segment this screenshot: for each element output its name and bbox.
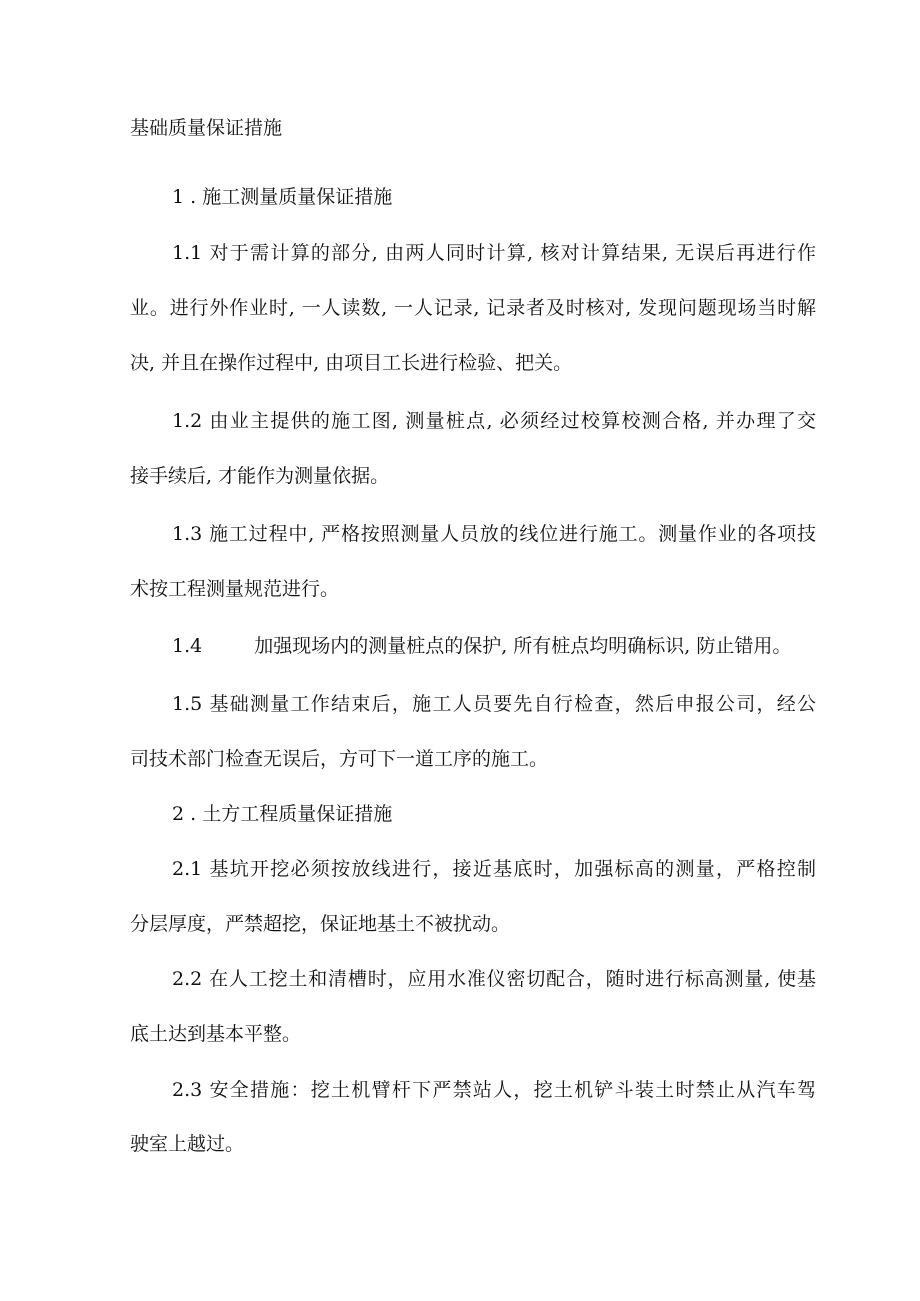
paragraph-1-3-line-1: 1.3 施工过程中, 严格按照测量人员放的线位进行施工。测量作业的各项技 <box>172 523 816 545</box>
paragraph-2-1-line-2: 分层厚度，严禁超挖，保证地基土不被扰动。 <box>130 913 511 935</box>
paragraph-2-2-line-2: 底土达到基本平整。 <box>130 1023 302 1045</box>
paragraph-1-1-line-1: 1.1 对于需计算的部分, 由两人同时计算, 核对计算结果, 无误后再进行作 <box>172 242 816 264</box>
paragraph-2-3-line-2: 驶室上越过。 <box>130 1133 245 1155</box>
paragraph-1-4-number: 1.4 <box>172 635 203 657</box>
paragraph-1-4-text: 加强现场内的测量桩点的保护, 所有桩点均明确标识, 防止错用。 <box>254 635 792 657</box>
paragraph-2-3-line-1: 2.3 安全措施：挖土机臂杆下严禁站人，挖土机铲斗装土时禁止从汽车驾 <box>172 1079 816 1101</box>
document-title: 基础质量保证措施 <box>130 117 283 139</box>
paragraph-1-1-line-3: 决, 并且在操作过程中, 由项目工长进行检验、把关。 <box>130 352 573 374</box>
paragraph-1-5-line-2: 司技术部门检查无误后，方可下一道工序的施工。 <box>130 748 549 770</box>
paragraph-2-1-line-1: 2.1 基坑开挖必须按放线进行，接近基底时，加强标高的测量，严格控制 <box>172 858 816 880</box>
section-heading-2: 2 . 土方工程质量保证措施 <box>172 803 393 825</box>
paragraph-1-2-line-1: 1.2 由业主提供的施工图, 测量桩点, 必须经过校算校测合格, 并办理了交 <box>172 410 816 432</box>
paragraph-1-5-line-1: 1.5 基础测量工作结束后，施工人员要先自行检查，然后申报公司，经公 <box>172 693 816 715</box>
paragraph-1-4 <box>172 634 791 658</box>
section-heading-1: 1 . 施工测量质量保证措施 <box>172 186 393 208</box>
paragraph-1-1-line-2: 业。进行外作业时, 一人读数, 一人记录, 记录者及时核对, 发现问题现场当时解 <box>130 297 816 319</box>
paragraph-1-2-line-2: 接手续后, 才能作为测量依据。 <box>130 465 390 487</box>
paragraph-1-3-line-2: 术按工程测量规范进行。 <box>130 578 340 600</box>
paragraph-2-2-line-1: 2.2 在人工挖土和清槽时，应用水准仪密切配合，随时进行标高测量, 使基 <box>172 968 816 990</box>
